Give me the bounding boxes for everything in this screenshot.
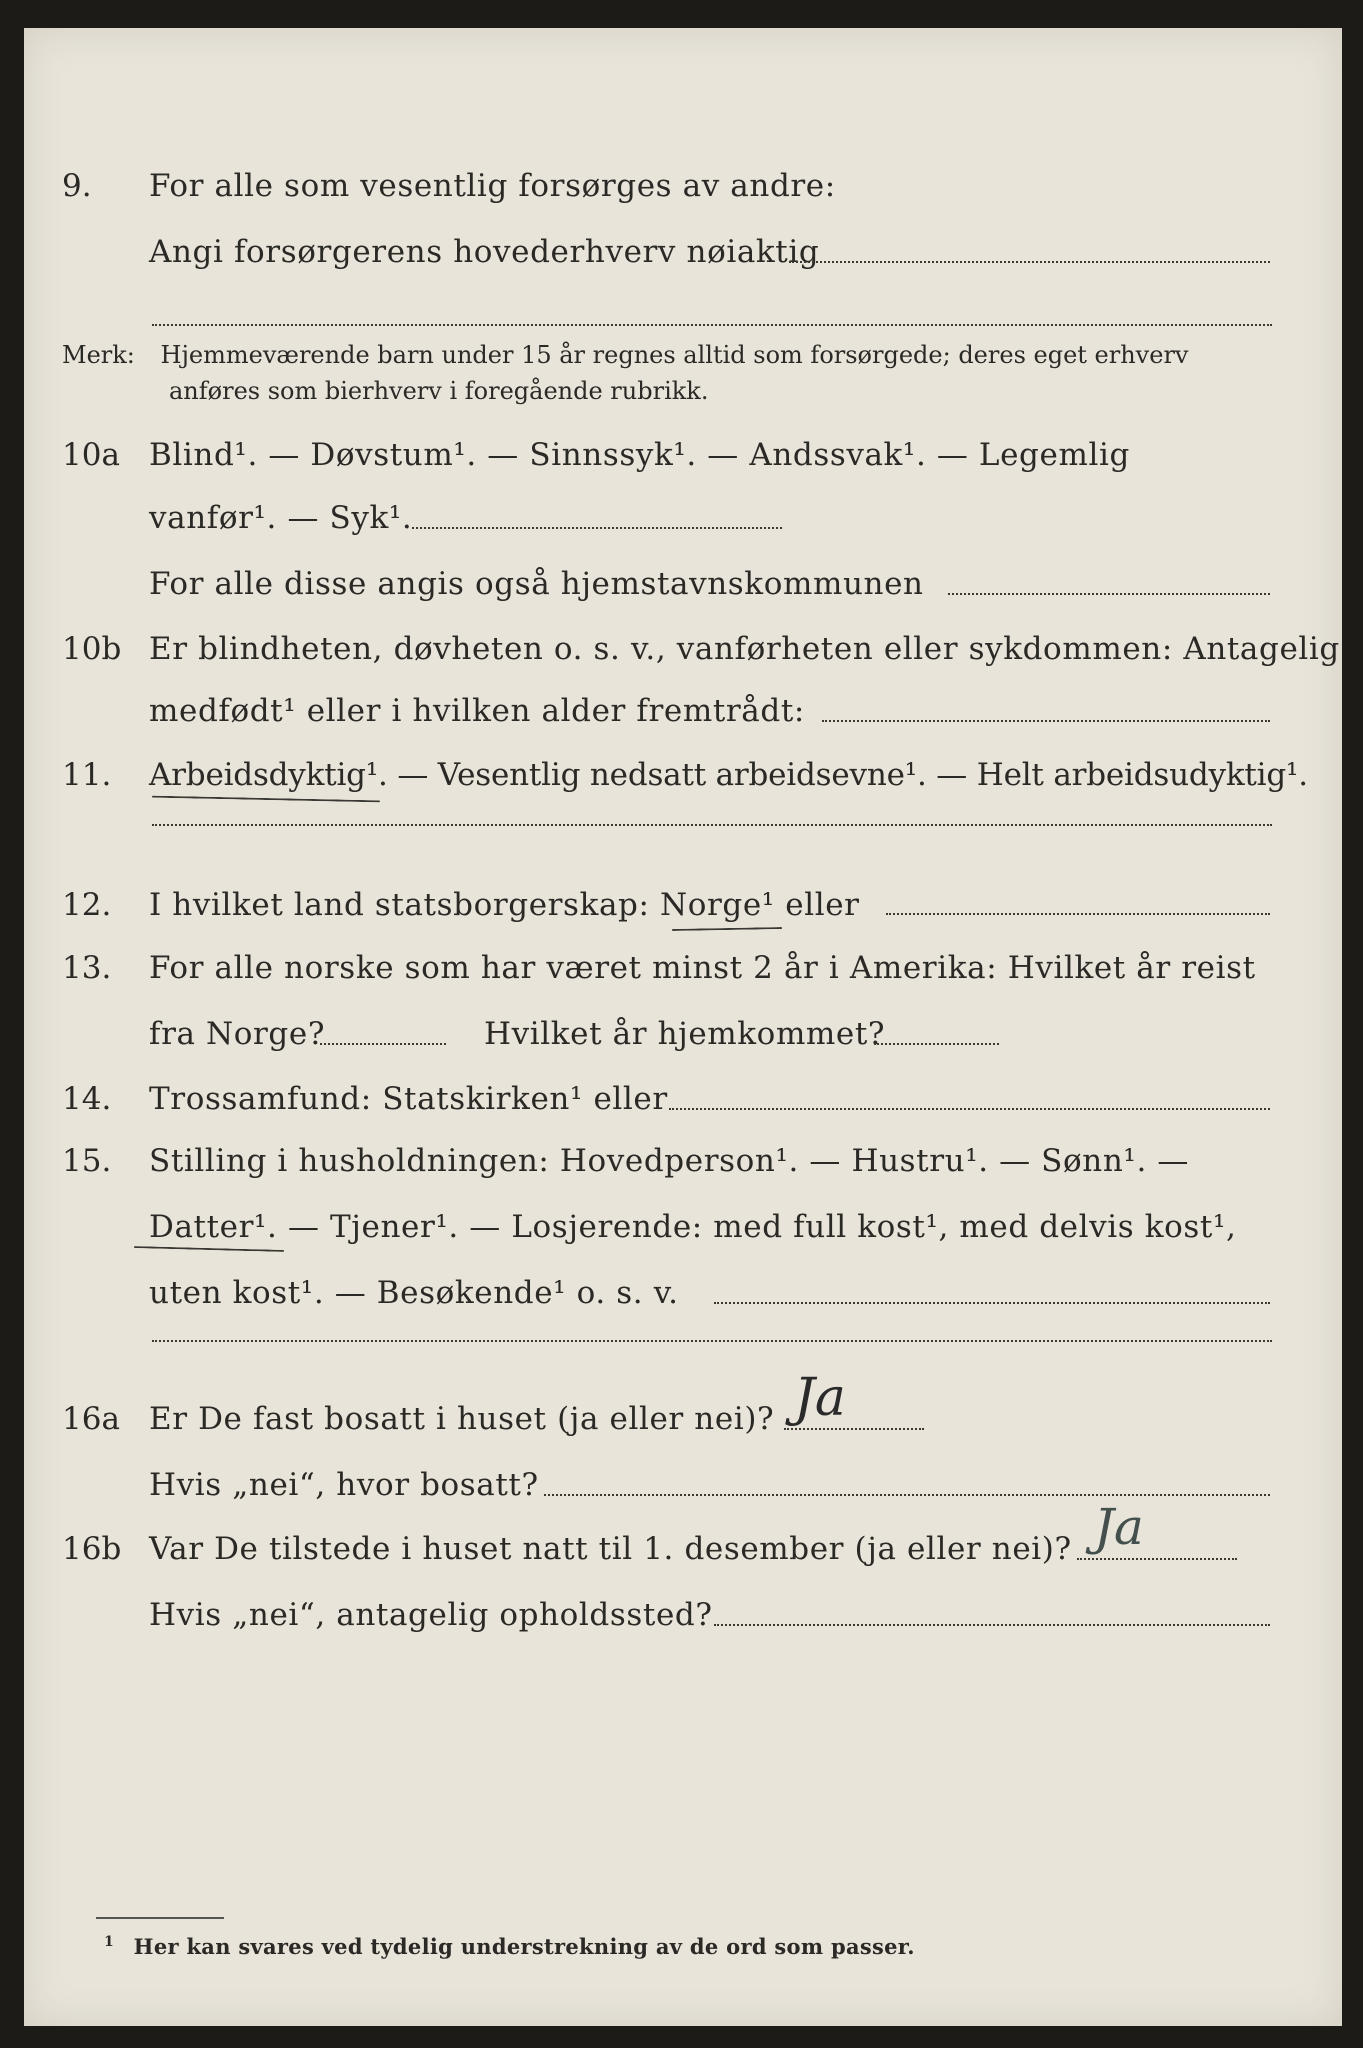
answer-blank[interactable] xyxy=(789,261,1270,263)
question-text: fra Norge? xyxy=(149,1016,326,1052)
footnote xyxy=(104,1934,915,1959)
question-13-line xyxy=(24,943,1342,993)
question-10a-line-3 xyxy=(24,559,1342,609)
question-number: 12. xyxy=(62,887,112,923)
census-form-page xyxy=(24,28,1342,2026)
question-number: 10b xyxy=(62,631,122,667)
question-text: Hvilket år hjemkommet? xyxy=(484,1016,886,1052)
question-text: Er blindheten, døvheten o. s. v., vanførheten eller sykdommen: Antagelig xyxy=(149,631,1340,667)
handwritten-answer-16a: Ja xyxy=(794,1368,846,1428)
note-line-1 xyxy=(62,338,1188,372)
answer-blank[interactable] xyxy=(669,1108,1270,1110)
question-10b-line-2 xyxy=(24,686,1342,736)
question-number: 16b xyxy=(62,1531,122,1567)
question-15-line xyxy=(24,1136,1342,1186)
question-text: uten kost¹. — Besøkende¹ o. s. v. xyxy=(149,1275,679,1311)
question-text: Hvis „nei“, antagelig opholdssted? xyxy=(149,1597,713,1633)
answer-blank[interactable] xyxy=(152,1340,1272,1342)
question-10a-line xyxy=(24,430,1342,480)
question-number: 14. xyxy=(62,1081,112,1117)
question-number: 9. xyxy=(62,168,92,204)
footnote-text: Her kan svares ved tydelig understrekning av de ord som passer. xyxy=(133,1934,915,1959)
footnote-marker: 1 xyxy=(104,1934,115,1950)
question-text: vanfør¹. — Syk¹. xyxy=(149,500,413,536)
answer-blank[interactable] xyxy=(714,1302,1270,1304)
question-9-line-2 xyxy=(24,227,1342,277)
question-12-line xyxy=(24,880,1342,930)
question-text: For alle norske som har været minst 2 år i Amerika: Hvilket år reist xyxy=(149,950,1256,986)
question-number: 11. xyxy=(62,757,112,793)
question-16a-line-2 xyxy=(24,1460,1342,1510)
question-text: Hvis „nei“, hvor bosatt? xyxy=(149,1467,539,1503)
question-11-line xyxy=(24,750,1342,800)
answer-blank[interactable] xyxy=(152,324,1272,326)
answer-blank[interactable] xyxy=(874,1043,999,1045)
question-16b-line xyxy=(24,1524,1342,1574)
handwritten-answer-16b: Ja xyxy=(1094,1498,1144,1556)
question-10b-line xyxy=(24,624,1342,674)
question-10a-line-2 xyxy=(24,493,1342,543)
question-text: For alle som vesentlig forsørges av andre: xyxy=(149,168,836,204)
note-line-2: anføres som bierhverv i foregående rubrikk. xyxy=(169,377,709,405)
question-16b-line-2 xyxy=(24,1590,1342,1640)
answer-blank[interactable] xyxy=(714,1624,1270,1626)
question-text: Angi forsørgerens hovederhverv nøiaktig xyxy=(149,234,820,270)
footnote-separator xyxy=(96,1917,224,1919)
answer-blank[interactable] xyxy=(822,720,1270,722)
question-text: I hvilket land statsborgerskap: Norge¹ eller xyxy=(149,887,860,923)
question-text: For alle disse angis også hjemstavnskommunen xyxy=(149,566,924,602)
answer-blank[interactable] xyxy=(948,593,1270,595)
question-text: medfødt¹ eller i hvilken alder fremtrådt: xyxy=(149,693,805,729)
answer-blank[interactable] xyxy=(1077,1558,1237,1560)
question-text: Arbeidsdyktig¹. — Vesentlig nedsatt arbeidsevne¹. — Helt arbeidsudyktig¹. xyxy=(149,757,1308,793)
question-text: Var De tilstede i huset natt til 1. desember (ja eller nei)? xyxy=(149,1531,1072,1567)
question-number: 10a xyxy=(62,437,120,473)
question-number: 16a xyxy=(62,1401,120,1437)
answer-blank[interactable] xyxy=(320,1043,446,1045)
question-14-line xyxy=(24,1074,1342,1124)
answer-blank[interactable] xyxy=(886,913,1270,915)
question-15-line-2 xyxy=(24,1202,1342,1252)
question-16a-line xyxy=(24,1394,1342,1444)
question-text: Datter¹. — Tjener¹. — Losjerende: med full kost¹, med delvis kost¹, xyxy=(149,1209,1237,1245)
question-text: Er De fast bosatt i huset (ja eller nei)? xyxy=(149,1401,775,1437)
note-text: Hjemmeværende barn under 15 år regnes alltid som forsørgede; deres eget erhverv xyxy=(160,341,1189,369)
answer-blank[interactable] xyxy=(784,1428,924,1430)
question-number: 15. xyxy=(62,1143,112,1179)
question-13-line-2 xyxy=(24,1009,1342,1059)
answer-blank[interactable] xyxy=(152,824,1272,826)
question-number: 13. xyxy=(62,950,112,986)
question-text: Trossamfund: Statskirken¹ eller xyxy=(149,1081,668,1117)
answer-blank[interactable] xyxy=(544,1494,1270,1496)
question-9-line xyxy=(24,161,1342,211)
question-15-line-3 xyxy=(24,1268,1342,1318)
answer-blank[interactable] xyxy=(412,527,782,529)
question-text: Stilling i husholdningen: Hovedperson¹. — Hustru¹. — Sønn¹. — xyxy=(149,1143,1189,1179)
question-text: Blind¹. — Døvstum¹. — Sinnssyk¹. — Andssvak¹. — Legemlig xyxy=(149,437,1130,473)
note-label: Merk: xyxy=(62,341,135,369)
